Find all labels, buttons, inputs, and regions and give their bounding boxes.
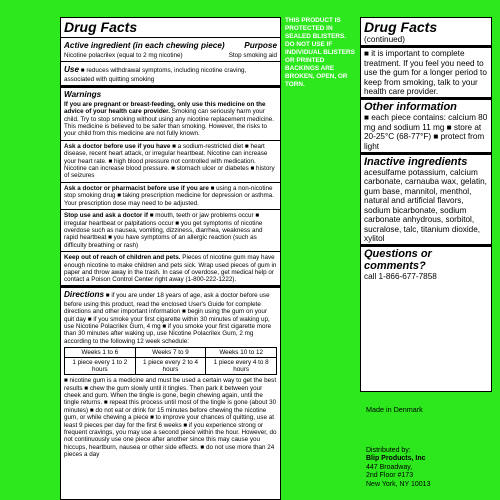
questions-phone: call 1-866-677-7858: [364, 272, 437, 282]
other-info-text: ■ each piece contains: calcium 80 mg and sodium 11 mg ■ store at 20-25°C (68-77°F) ■ protect from light: [364, 113, 488, 151]
directions-text: ■ if you are under 18 years of age, ask a doctor before use before using this product, read the enclosed User's Guide for complete directions and other important information ■ begin using the gum on your quit day ■ if you smoke your first cigarette within 30 minutes of waking up, use Nicotine Polacrilex Gum, 4 mg ■ if you smoke your first cigarette more than 30 minutes after waking up, use Nicotine Polacrilex Gum, 2 mg according to the following 12 week schedule:: [64, 291, 272, 345]
schedule-dose-3: 1 piece every 4 to 8 hours: [206, 358, 277, 375]
use-text: ■ reduces withdrawal symptoms, including nicotine craving, associated with quitting smoking: [64, 67, 247, 84]
active-ingredient: Nicotine polacrilex (equal to 2 mg nicotine): [64, 52, 183, 59]
keep-out-heading: Keep out of reach of children and pets.: [64, 254, 181, 262]
inactive-heading: Inactive ingredients: [364, 156, 468, 169]
purpose-heading: Purpose: [244, 41, 277, 50]
distributor-label: Distributed by:: [366, 447, 411, 454]
distributor-address-3: New York, NY 10013: [366, 480, 431, 488]
stop-use-heading: Stop use and ask a doctor if: [64, 212, 148, 220]
ask-pharmacist-heading: Ask a doctor or pharmacist before use if you are: [64, 184, 209, 192]
distributor-address-1: 447 Broadway,: [366, 463, 413, 471]
use-heading: Use: [64, 65, 80, 75]
continued-title: Drug Facts: [364, 19, 438, 35]
dosing-schedule-table: [64, 347, 277, 375]
warning-pregnant-text: Smoking can seriously harm your child. Try to stop smoking without using any nicotine replacement medicine. This medicine is believed to be safer than smoking. However, the risks to your child from this medicine are not fully known.: [64, 108, 275, 138]
stop-use-text: ■ mouth, teeth or jaw problems occur ■ irregular heartbeat or palpitations occur ■ you get symptoms of nicotine overdose such as nausea, vomiting, dizziness, diarrhea, weakness and rapid heartbeat ■ you have symptoms of an allergic reaction (such as difficulty breathing or rash): [64, 212, 263, 249]
warnings-heading: Warnings: [64, 89, 102, 99]
schedule-dose-1: 1 piece every 1 to 2 hours: [65, 358, 136, 375]
directions-text-2: ■ nicotine gum is a medicine and must be used a certain way to get the best results ■ chew the gum slowly until it tingles. Then park it between your cheek and gum. When the tingle is gone, begin chewing again, until the tingle returns. ■ repeat this process until most of the tingle is gone (about 30 minutes) ■ do not eat or drink for 15 minutes before chewing the nicotine gum, or while chewing a piece ■ to improve your chances of quitting, use at least 9 pieces per day for the first 6 weeks ■ if you experience strong or frequent cravings, you may use a second piece within the hour. However, do not continuously use one piece after another since this may cause you hiccups, heartburn, nausea or other side effects. ■ do not use more than 24 pieces a day: [64, 377, 277, 459]
drug-facts-panel: [60, 17, 281, 500]
drug-facts-continued-panel: [360, 17, 492, 392]
schedule-dose-2: 1 piece every 2 to 4 hours: [135, 358, 206, 375]
drug-facts-title: Drug Facts: [64, 19, 138, 35]
distributor-name: Blip Products, Inc: [366, 455, 426, 463]
warning-pregnant-bold: If you are pregnant or breast-feeding, only use this medicine on the advice of your health care provider.: [64, 100, 266, 116]
directions-heading: Directions: [64, 289, 105, 299]
other-info-heading: Other information: [364, 101, 457, 114]
keep-out-text: Pieces of nicotine gum may have enough nicotine to make children and pets sick. Wrap used pieces of gum in paper and throw away in the trash. In case of overdose, get medical help or contact a Poison Control Center right away (1-800-222-1222).: [64, 254, 277, 284]
ask-doctor-text: ■ a sodium-restricted diet ■ heart disease, recent heart attack, or irregular heartbeat. Nicotine can increase your heart rate. ■ high blood pressure not controlled with medication. Nicotine can increase blood pressure. ■ stomach ulcer or diabetes ■ history of seizures: [64, 142, 275, 180]
schedule-week-3: Weeks 10 to 12: [206, 348, 277, 358]
continued-text: ■ it is important to complete treatment. If you feel you need to use the gum for a longer period to keep from smoking, talk to your health care provider.: [364, 49, 487, 97]
continued-subtitle: (continued): [364, 35, 405, 44]
schedule-week-2: Weeks 7 to 9: [135, 348, 206, 358]
tamper-notice: THIS PRODUCT IS PROTECTED IN SEALED BLISTERS. DO NOT USE IF INDIVIDUAL BLISTERS OR PRINTED BACKINGS ARE BROKEN, OPEN, OR TORN.: [285, 17, 355, 88]
made-in: Made in Denmark: [366, 405, 423, 414]
distributor-address-2: 2nd Floor #173: [366, 472, 414, 480]
ask-doctor-heading: Ask a doctor before use if you have: [64, 142, 171, 150]
active-ingredient-heading: Active ingredient (in each chewing piece): [64, 41, 225, 50]
inactive-text: acesulfame potassium, calcium carbonate, carnauba wax, gelatin, gum base, mannitol, menthol, natural and artificial flavors, sodium bicarbonate, sodium carbonate anhydrous, sorbitol, sucralose, talc, titanium dioxide, xylitol: [364, 168, 487, 243]
questions-heading: Questions or comments?: [364, 248, 432, 273]
ask-pharmacist-text: ■ using a non-nicotine stop smoking drug ■ taking prescription medicine for depression or asthma. Your prescription dose may need to be adjusted.: [64, 184, 274, 207]
purpose: Stop smoking aid: [228, 52, 277, 59]
schedule-week-1: Weeks 1 to 6: [65, 348, 136, 358]
distributor-block: [366, 447, 430, 489]
